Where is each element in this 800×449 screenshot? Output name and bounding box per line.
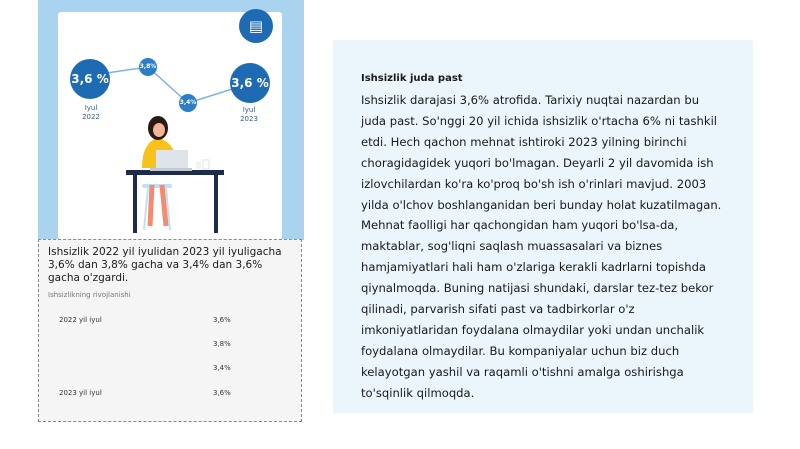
bubble-right-month: Iyul <box>242 106 256 114</box>
table-row-value: 3,6% <box>213 316 231 324</box>
document-chart-icon[interactable]: ▤ <box>239 9 273 43</box>
bubble-right-year: 2023 <box>240 115 258 123</box>
table-row-label: 2022 yil iyul <box>59 316 102 324</box>
table-row-value: 3,8% <box>213 340 231 348</box>
bubble-top-small: 3,8% <box>139 58 157 76</box>
table-row-value: 3,4% <box>213 364 231 372</box>
table-row <box>59 340 279 352</box>
table-row <box>59 316 279 328</box>
bubble-bottom-small: 3,4% <box>179 94 197 112</box>
table-row-value: 3,6% <box>213 389 231 397</box>
article-heading: Ishsizlik juda past <box>361 73 463 84</box>
bubble-right-value: 3,6 % <box>230 63 270 103</box>
bubble-left-month: Iyul <box>84 104 98 112</box>
article-panel <box>333 40 753 413</box>
table-subtitle: Ishsizlikning rivojlanishi <box>48 291 131 299</box>
bubble-left-value: 3,6 % <box>70 59 110 99</box>
bubble-left-label <box>76 104 106 122</box>
article-body: Ishsizlik darajasi 3,6% atrofida. Tarixiy nuqtai nazardan bu juda past. So'nggi 20 yil ichida ishsizlik o'rtacha 6% ni tashkil etdi. Hech qachon mehnat ishtiroki 2023 yilning birinchi choragidagidek yuqori bo'lmagan. Deyarli 2 yil davomida ish izlovchilardan ko'ra ko'proq bo'sh ish o'rinlari mavjud. 2003 yilda o'lchov boshlanganidan beri bunday holat kuzatilmagan. Mehnat faolligi har qachongidan ham yuqori bo'lsa-da, maktablar, sog'liqni saqlash muassasalari va biznes hamjamiyatlari hali ham o'zlariga kerakli kadrlarni topishda qiynalmoqda. Buning natijasi shundaki, darslar tez-tez bekor qilinadi, parvarish sifati past va tadbirkorlar o'z imkoniyatlaridan foydalana olmaydilar yoki undan unchalik foydalana olmaydilar. Bu kompaniyalar uchun biz duch kelayotgan yashil va raqamli o'tishni amalga oshirishga to'sqinlik qilmoqda. <box>361 93 722 400</box>
bubble-right-label <box>234 106 264 124</box>
table-row <box>59 364 279 376</box>
table-row <box>59 389 279 401</box>
table-title: Ishsizlik 2022 yil iyulidan 2023 yil iyuligacha 3,6% dan 3,8% gacha va 3,4% dan 3,6% gacha o'zgardi. <box>48 246 282 284</box>
bubble-left-year: 2022 <box>82 113 100 121</box>
table-row-label: 2023 yil iyul <box>59 389 102 397</box>
illustration-card <box>38 0 304 240</box>
data-table-card <box>38 239 302 422</box>
